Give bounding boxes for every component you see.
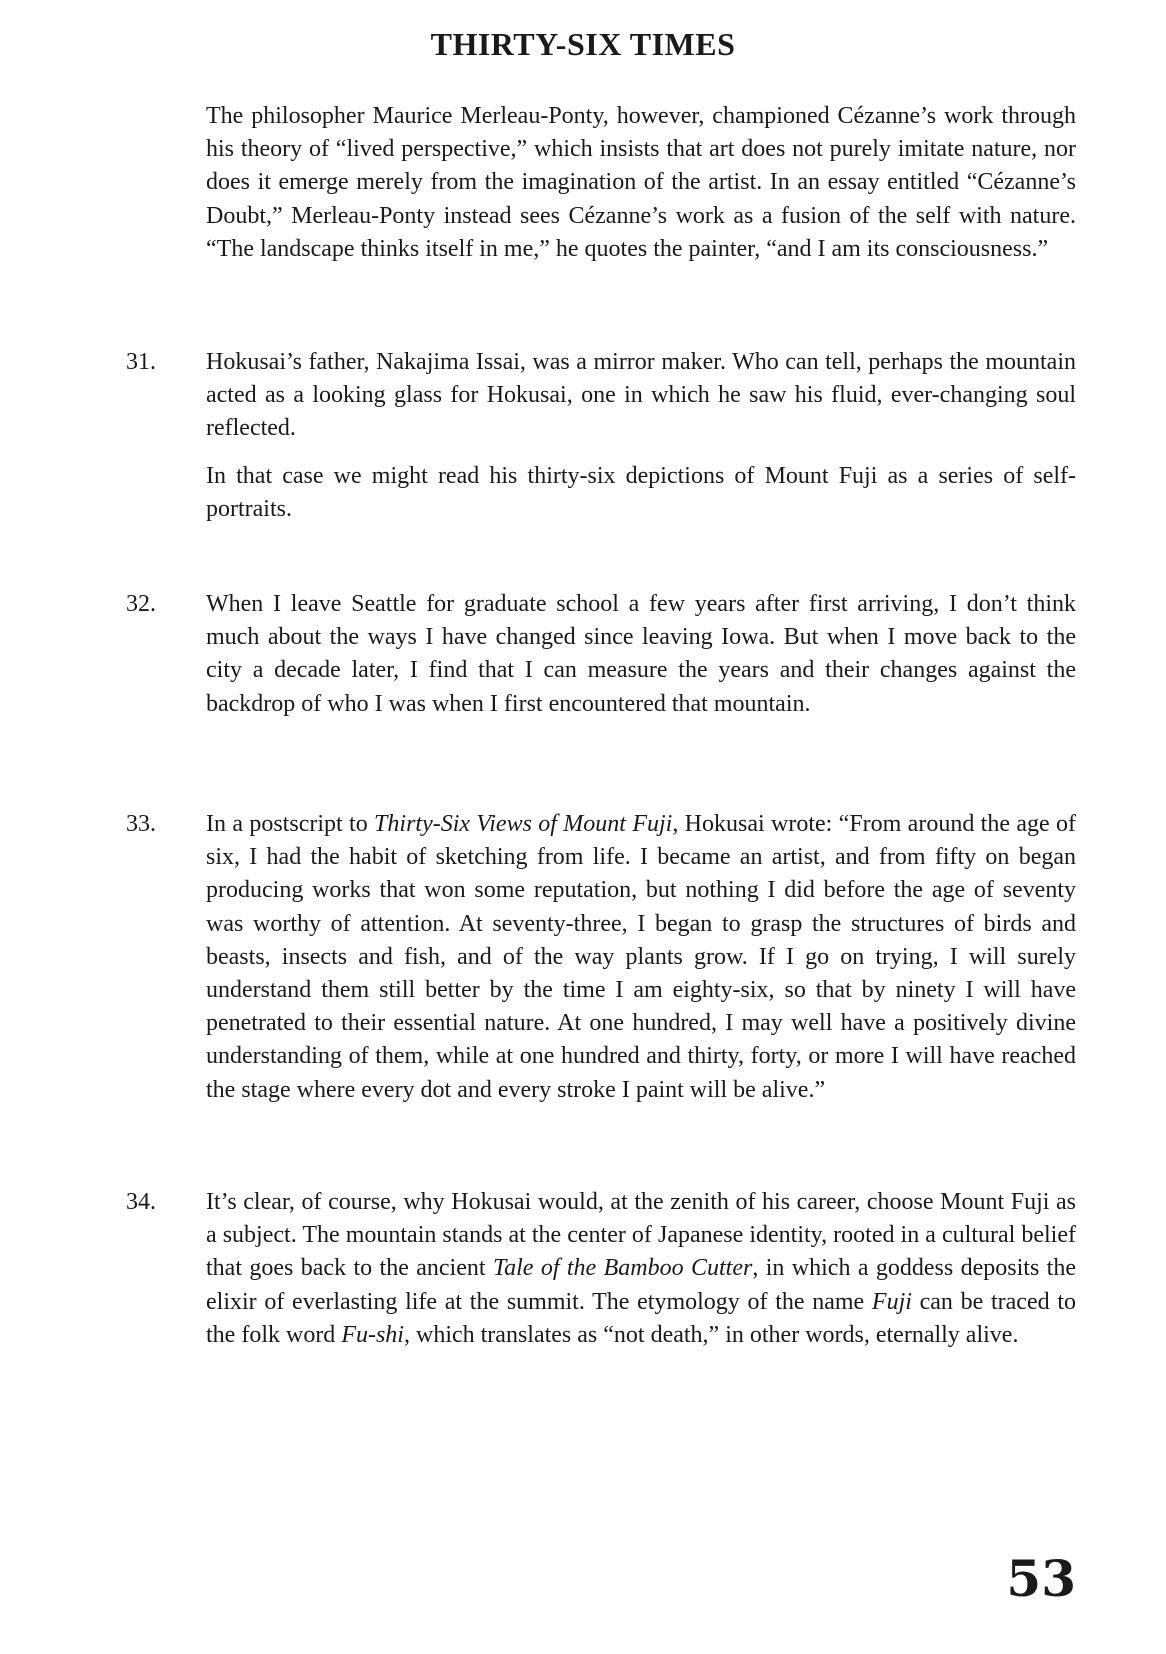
paragraph-33-pre: In a postscript to [206, 811, 375, 837]
paragraph-34-part1: It’s clear, of course, why Hokusai would, at the zenith of his career, choose Mount Fuji as a subject. The mountain stands at the center of Japanese identity, rooted in a cultural belief that goes back to the ancient [206, 1189, 1076, 1282]
paragraph-34-part2: , in which a goddess deposits the elixir of everlasting life at the summit. The etymology of the name [206, 1255, 1076, 1315]
title-tale-bamboo-cutter: Tale of the Bamboo Cutter [492, 1255, 753, 1282]
paragraph-34-part4: , which translates as “not death,” in other words, eternally alive. [403, 1321, 1019, 1348]
paragraph-31a: Hokusai’s father, Nakajima Issai, was a mirror maker. Who can tell, perhaps the mountain acted as a looking glass for Hokusai, one in which he saw his fluid, ever-changing soul reflected. [206, 349, 1076, 442]
paragraph-32: When I leave Seattle for graduate school a few years after first arriving, I don’t think much about the ways I have changed since leaving Iowa. But when I move back to the city a decade later, I find that I can measure the years and their changes against the backdrop of who I was when I first encountered that mountain. [206, 591, 1076, 717]
section-number-34: 34. [126, 1189, 156, 1215]
word-fu-shi: Fu-shi [341, 1321, 404, 1348]
word-fuji: Fuji [871, 1288, 912, 1315]
running-title: THIRTY-SIX TIMES [430, 26, 736, 62]
paragraph-33-post: , Hokusai wrote: “From around the age of six, I had the habit of sketching from life. I became an artist, and from fifty on began producing works that won some reputation, but nothing I did before the age of seventy was worthy of attention. At seventy-three, I began to grasp the structures of birds and beasts, insects and fish, and of the way plants grow. If I go on trying, I will surely understand them still better by the time I am eighty-six, so that by ninety I will have penetrated to their essential nature. At one hundred, I may well have a positively divine understanding of them, while at one hundred and thirty, forty, or more I will have reached the stage where every dot and every stroke I paint will be alive.” [206, 811, 1076, 1103]
page-number-text: 53 [1006, 1549, 1076, 1608]
title-thirty-six-views: Thirty-Six Views of Mount Fuji [374, 811, 673, 837]
section-number-32: 32. [126, 591, 156, 617]
section-number-33: 33. [126, 811, 156, 837]
section-number-31: 31. [126, 349, 156, 375]
paragraph-34 [206, 1186, 1076, 1352]
paragraph-33 [206, 808, 1076, 1107]
paragraph-31b: In that case we might read his thirty-six depictions of Mount Fuji as a series of self-portraits. [206, 463, 1076, 523]
page-number [1006, 1549, 1076, 1608]
paragraph-intro: The philosopher Maurice Merleau-Ponty, however, championed Cézanne’s work through his theory of “lived perspective,” which insists that art does not purely imitate nature, nor does it emerge merely from the imagination of the artist. In an essay entitled “Cézanne’s Doubt,” Merleau-Ponty instead sees Cézanne’s work as a fusion of the self with nature. “The landscape thinks itself in me,” he quotes the painter, “and I am its consciousness.” [206, 103, 1076, 262]
paragraph-34-part3: can be traced to the folk word [206, 1288, 1076, 1348]
